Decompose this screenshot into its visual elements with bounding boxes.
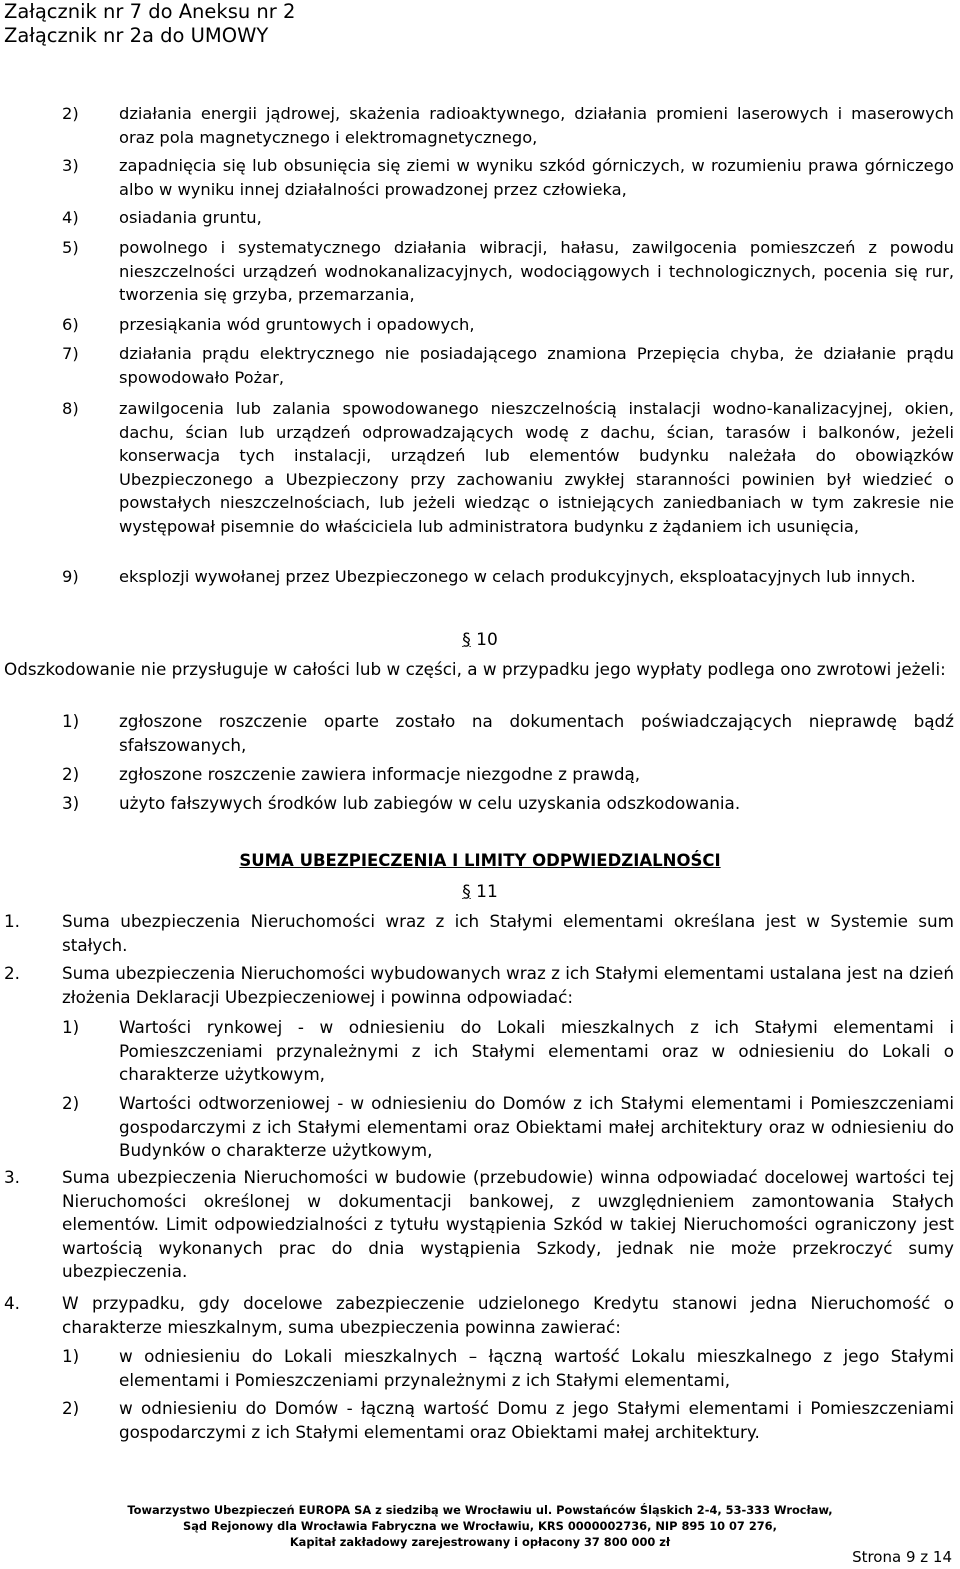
list-item-text: użyto fałszywych środków lub zabiegów w celu uzyskania odszkodowania. — [119, 793, 741, 813]
point-text: Suma ubezpieczenia Nieruchomości wraz z ich Stałymi elementami określana jest w Systemie sum stałych. — [62, 911, 954, 955]
list-item-text: zgłoszone roszczenie zawiera informacje niezgodne z prawdą, — [119, 764, 641, 784]
list-item-number: 7) — [62, 344, 79, 363]
list-item — [62, 565, 954, 589]
section-10-title — [0, 628, 960, 652]
numbered-point — [4, 962, 954, 1009]
list-item — [62, 313, 954, 337]
list-item-text: zgłoszone roszczenie oparte zostało na dokumentach poświadczających nieprawdę bądź sfałszowanych, — [119, 711, 954, 755]
list-item-text: powolnego i systematycznego działania wibracji, hałasu, zawilgocenia pomieszczeń z powodu nieszczelności urządzeń wodnokanalizacyjnych, wodociągowych i technologicznych, pocenia się rur, tworzenia się grzyba, przemarzania, — [119, 238, 954, 304]
section-number: 10 — [476, 630, 498, 650]
list-item-text: zapadnięcia się lub obsunięcia się ziemi w wyniku szkód górniczych, w rozumieniu prawa górniczego albo w wyniku innej działalności prowadzonej przez człowieka, — [119, 156, 954, 199]
document-header — [4, 0, 295, 48]
point-number: 4. — [4, 1293, 21, 1313]
list-item — [62, 792, 954, 816]
list-item-text: działania prądu elektrycznego nie posiadającego znamiona Przepięcia chyba, że działanie prądu spowodowało Pożar, — [119, 344, 954, 387]
header-line-2: Załącznik nr 2a do UMOWY — [4, 24, 269, 47]
list-item-number: 3) — [62, 156, 79, 175]
document-footer — [0, 1502, 960, 1550]
list-item-text: osiadania gruntu, — [119, 208, 262, 227]
footer-line-1: Towarzystwo Ubezpieczeń EUROPA SA z siedzibą we Wrocławiu ul. Powstańców Śląskich 2-4, 53-333 Wrocław, — [127, 1503, 833, 1517]
footer-line-3: Kapitał zakładowy zarejestrowany i opłacony 37 800 000 zł — [289, 1535, 671, 1549]
sub-item-number: 2) — [62, 1398, 80, 1418]
list-item-number: 8) — [62, 399, 79, 418]
point-number: 3. — [4, 1167, 21, 1187]
sub-list-item — [62, 1397, 954, 1444]
sub-item-text: Wartości rynkowej - w odniesieniu do Lokali mieszkalnych z ich Stałymi elementami i Pomieszczeniami przynależnymi z ich Stałymi elementami oraz w odniesieniu do Lokali o charakterze użytkowym, — [119, 1017, 954, 1084]
point-text: Suma ubezpieczenia Nieruchomości w budowie (przebudowie) winna odpowiadać docelowej wartości tej Nieruchomości określonej w dokumentacji bankowej, z uwzględnieniem zamontowania Stałych elementów. Limit odpowiedzialności z tytułu wystąpienia Szkód w takiej Nieruchomości ograniczony jest wartością wykonanych prac do dnia wystąpienia Szkody, jednak nie może przekroczyć sumy ubezpieczenia. — [62, 1167, 954, 1281]
section-heading: SUMA UBEZPIECZENIA I LIMITY ODPWIEDZIALNOŚCI — [239, 851, 721, 870]
numbered-point — [4, 910, 954, 957]
section-11-title — [0, 880, 960, 904]
sub-list-item — [62, 1092, 954, 1163]
sub-item-number: 2) — [62, 1093, 80, 1113]
point-text: Suma ubezpieczenia Nieruchomości wybudowanych wraz z ich Stałymi elementami ustalana jest na dzień złożenia Deklaracji Ubezpieczeniowej i powinna odpowiadać: — [62, 963, 954, 1007]
list-item — [62, 397, 954, 538]
section-symbol: § — [462, 882, 471, 902]
list-item — [62, 763, 954, 787]
list-item — [62, 710, 954, 757]
footer-line-2: Sąd Rejonowy dla Wrocławia Fabryczna we Wrocławiu, KRS 0000002736, NIP 895 10 07 276, — [183, 1519, 777, 1533]
numbered-point — [4, 1292, 954, 1339]
list-item-number: 2) — [62, 764, 80, 784]
list-item — [62, 206, 954, 230]
page-number: Strona 9 z 14 — [852, 1548, 952, 1566]
list-item-number: 6) — [62, 315, 79, 334]
sub-item-number: 1) — [62, 1017, 80, 1037]
sub-list-item — [62, 1345, 954, 1392]
point-text: W przypadku, gdy docelowe zabezpieczenie udzielonego Kredytu stanowi jedna Nieruchomość o charakterze mieszkalnym, suma ubezpieczenia powinna zawierać: — [62, 1293, 954, 1337]
section-10-intro: Odszkodowanie nie przysługuje w całości lub w części, a w przypadku jego wypłaty podlega ono zwrotowi jeżeli: — [4, 659, 946, 679]
list-item-text: eksplozji wywołanej przez Ubezpieczonego w celach produkcyjnych, eksploatacyjnych lub innych. — [119, 567, 916, 586]
list-item-number: 9) — [62, 567, 79, 586]
point-number: 1. — [4, 911, 21, 931]
list-item-text: przesiąkania wód gruntowych i opadowych, — [119, 315, 475, 334]
sub-list-item — [62, 1016, 954, 1087]
section-symbol: § — [462, 630, 471, 650]
list-item — [62, 342, 954, 389]
list-item-number: 1) — [62, 711, 80, 731]
list-item-number: 4) — [62, 208, 79, 227]
sub-item-text: Wartości odtworzeniowej - w odniesieniu do Domów z ich Stałymi elementami i Pomieszczeniami gospodarczymi z ich Stałymi elementami oraz Obiektami małej architektury oraz w odniesieniu do Budynków o charakterze użytkowym, — [119, 1093, 954, 1160]
list-item — [62, 102, 954, 149]
numbered-point — [4, 1166, 954, 1284]
list-item-number: 2) — [62, 104, 79, 123]
list-item-text: zawilgocenia lub zalania spowodowanego nieszczelnością instalacji wodno-kanalizacyjnej, okien, dachu, ścian lub urządzeń odprowadzających wodę z dachu, ścian, tarasów i balkonów, jeżeli konserwacja tych instalacji, urządzeń lub elementów budynku należała do obowiązków Ubezpieczonego a Ubezpieczony przy zachowaniu zwykłej staranności powinien był wiedzieć o powstałych nieszczelnościach, lub jeżeli wiedząc o istniejących zaniedbaniach w tym zakresie nie występował pisemnie do właściciela lub administratora budynku z żądaniem ich usunięcia, — [119, 399, 954, 536]
section-number: 11 — [476, 882, 498, 902]
list-item — [62, 154, 954, 201]
point-number: 2. — [4, 963, 21, 983]
sub-item-text: w odniesieniu do Domów - łączną wartość Domu z jego Stałymi elementami i Pomieszczeniami gospodarczymi z ich Stałymi elementami oraz Obiektami małej architektury. — [119, 1398, 954, 1442]
list-item-number: 3) — [62, 793, 80, 813]
header-line-1: Załącznik nr 7 do Aneksu nr 2 — [4, 0, 296, 23]
list-item-text: działania energii jądrowej, skażenia radioaktywnego, działania promieni laserowych i maserowych oraz pola magnetycznego i elektromagnetycznego, — [119, 104, 954, 147]
list-item-number: 5) — [62, 238, 79, 257]
list-item — [62, 236, 954, 307]
sub-item-text: w odniesieniu do Lokali mieszkalnych – łączną wartość Lokalu mieszkalnego z jego Stałymi elementami i Pomieszczeniami przynależnymi z ich Stałymi elementami, — [119, 1346, 954, 1390]
sub-item-number: 1) — [62, 1346, 80, 1366]
